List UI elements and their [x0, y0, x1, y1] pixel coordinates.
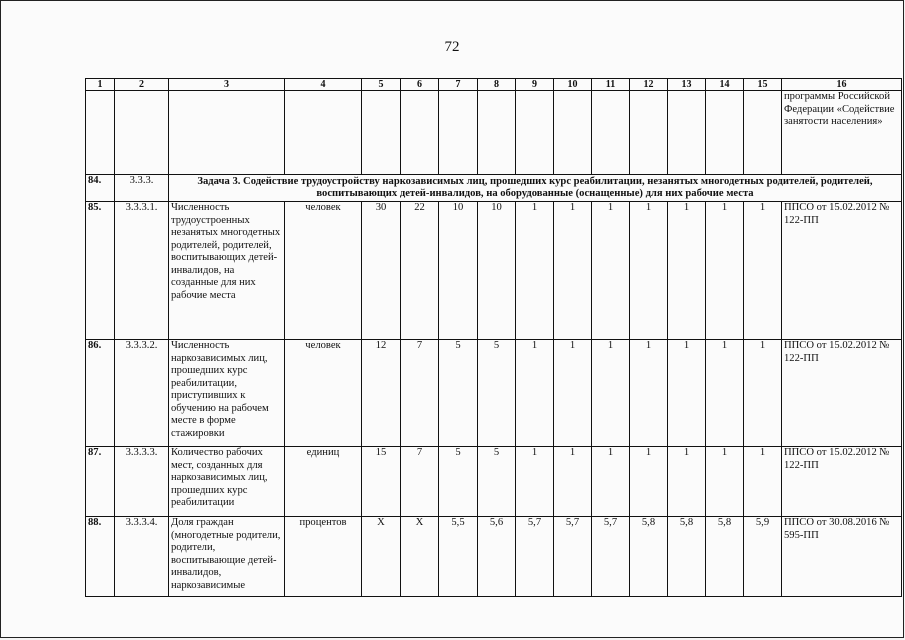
value-cell: 10 — [478, 202, 516, 340]
row-number: 88. — [86, 517, 115, 597]
value-cell: 5 — [439, 340, 478, 447]
row-number: 85. — [86, 202, 115, 340]
value-cell: 5,8 — [706, 517, 744, 597]
header-cell: 5 — [362, 79, 401, 91]
table-row — [86, 202, 902, 340]
value-cell: 1 — [554, 340, 592, 447]
unit-cell: единиц — [285, 447, 362, 517]
value-cell: 1 — [516, 447, 554, 517]
value-cell: 1 — [554, 202, 592, 340]
value-cell: 5,6 — [478, 517, 516, 597]
table-row — [86, 517, 902, 597]
row-number: 86. — [86, 340, 115, 447]
source-cell: программы Российской Федерации «Содействие занятости населения» — [782, 91, 902, 175]
value-cell: 1 — [592, 202, 630, 340]
source-cell: ППСО от 15.02.2012 № 122-ПП — [782, 202, 902, 340]
value-cell: 5,7 — [516, 517, 554, 597]
row-code: 3.3.3.3. — [115, 447, 169, 517]
value-cell: 1 — [668, 202, 706, 340]
value-cell: 1 — [668, 447, 706, 517]
row-code: 3.3.3.2. — [115, 340, 169, 447]
header-cell: 3 — [169, 79, 285, 91]
value-cell: 5,8 — [668, 517, 706, 597]
indicator-name: Количество рабочих мест, созданных для наркозависимых лиц, прошедших курс реабилитации — [169, 447, 285, 517]
value-cell: 1 — [592, 340, 630, 447]
value-cell: 5,7 — [592, 517, 630, 597]
row-number: 84. — [86, 175, 115, 202]
value-cell: 5 — [478, 447, 516, 517]
header-cell: 11 — [592, 79, 630, 91]
header-cell: 16 — [782, 79, 902, 91]
unit-cell: человек — [285, 202, 362, 340]
value-cell: 1 — [744, 202, 782, 340]
table-row — [86, 447, 902, 517]
value-cell: Х — [401, 517, 439, 597]
value-cell: 5,5 — [439, 517, 478, 597]
value-cell: 1 — [668, 340, 706, 447]
row-code: 3.3.3.1. — [115, 202, 169, 340]
value-cell: 5,9 — [744, 517, 782, 597]
value-cell: 1 — [592, 447, 630, 517]
value-cell: 1 — [554, 447, 592, 517]
value-cell: 22 — [401, 202, 439, 340]
value-cell: 1 — [630, 447, 668, 517]
value-cell: 1 — [706, 202, 744, 340]
value-cell: 1 — [706, 447, 744, 517]
value-cell: 7 — [401, 340, 439, 447]
value-cell: 15 — [362, 447, 401, 517]
unit-cell: процентов — [285, 517, 362, 597]
continuation-row — [86, 91, 902, 175]
table-row — [86, 340, 902, 447]
value-cell: 1 — [706, 340, 744, 447]
header-cell: 2 — [115, 79, 169, 91]
value-cell: 10 — [439, 202, 478, 340]
row-code: 3.3.3. — [115, 175, 169, 202]
column-number-row — [86, 79, 902, 91]
page-number: 72 — [444, 39, 460, 55]
indicator-name: Доля граждан (многодетные родители, родители, воспитывающие детей-инвалидов, наркозависимые — [169, 517, 285, 597]
value-cell: 1 — [516, 202, 554, 340]
task-heading: Задача 3. Содействие трудоустройству наркозависимых лиц, прошедших курс реабилитации, незанятых многодетных родителей, родителей, воспитывающих детей-инвалидов, на оборудованные (оснащенные) для них рабочие места — [169, 175, 902, 202]
value-cell: 5 — [478, 340, 516, 447]
header-cell: 1 — [86, 79, 115, 91]
value-cell: 30 — [362, 202, 401, 340]
value-cell: 1 — [516, 340, 554, 447]
indicator-name: Численность наркозависимых лиц, прошедших курс реабилитации, приступивших к обучению на рабочем месте в форме стажировки — [169, 340, 285, 447]
unit-cell: человек — [285, 340, 362, 447]
header-cell: 12 — [630, 79, 668, 91]
header-cell: 7 — [439, 79, 478, 91]
value-cell: 1 — [630, 340, 668, 447]
source-cell: ППСО от 30.08.2016 № 595-ПП — [782, 517, 902, 597]
header-cell: 14 — [706, 79, 744, 91]
indicator-name: Численность трудоустроенных незанятых многодетных родителей, родителей, воспитывающих детей-инвалидов, на созданные для них рабочие места — [169, 202, 285, 340]
source-cell: ППСО от 15.02.2012 № 122-ПП — [782, 447, 902, 517]
value-cell: 5,7 — [554, 517, 592, 597]
value-cell: 1 — [744, 447, 782, 517]
header-cell: 8 — [478, 79, 516, 91]
row-number: 87. — [86, 447, 115, 517]
value-cell: 7 — [401, 447, 439, 517]
source-cell: ППСО от 15.02.2012 № 122-ПП — [782, 340, 902, 447]
value-cell: 1 — [630, 202, 668, 340]
task-row — [86, 175, 902, 202]
value-cell: 5,8 — [630, 517, 668, 597]
header-cell: 9 — [516, 79, 554, 91]
indicators-table — [85, 78, 902, 597]
header-cell: 13 — [668, 79, 706, 91]
header-cell: 15 — [744, 79, 782, 91]
value-cell: 1 — [744, 340, 782, 447]
value-cell: Х — [362, 517, 401, 597]
value-cell: 5 — [439, 447, 478, 517]
header-cell: 6 — [401, 79, 439, 91]
header-cell: 4 — [285, 79, 362, 91]
value-cell: 12 — [362, 340, 401, 447]
header-cell: 10 — [554, 79, 592, 91]
row-code: 3.3.3.4. — [115, 517, 169, 597]
